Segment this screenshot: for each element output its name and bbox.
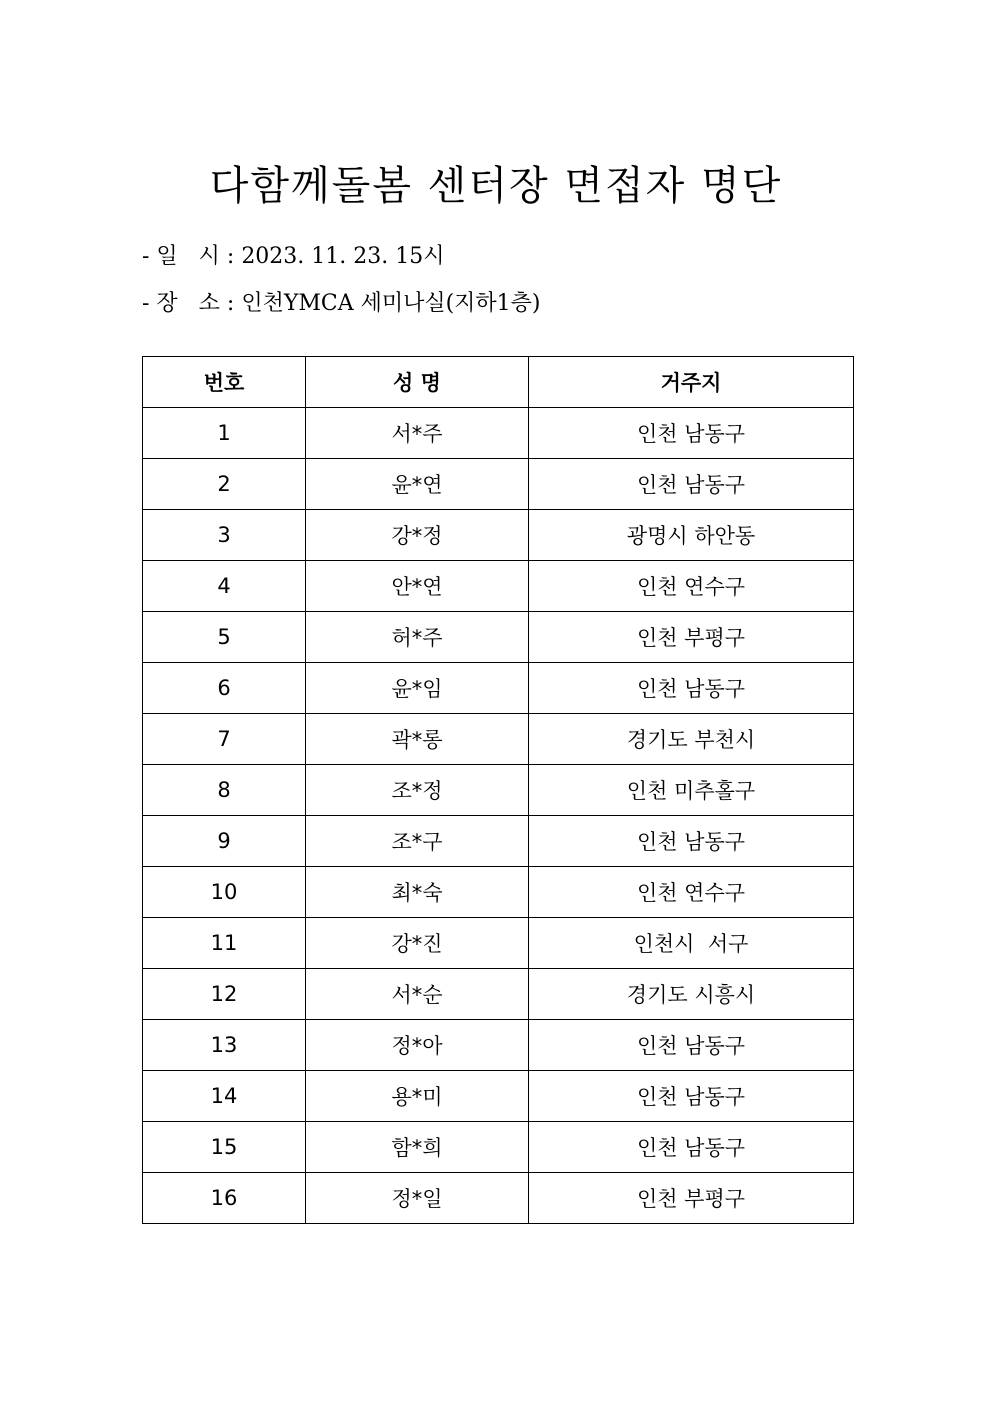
table-row — [143, 510, 854, 561]
cell-number: 2 — [143, 459, 306, 510]
table-row — [143, 969, 854, 1020]
document-title: 다함께돌봄 센터장 면접자 명단 — [209, 163, 783, 209]
header-number: 번호 — [143, 357, 306, 408]
cell-address: 인천 남동구 — [529, 459, 854, 510]
cell-number: 10 — [143, 867, 306, 918]
interviewee-table — [142, 356, 854, 1224]
cell-number: 8 — [143, 765, 306, 816]
table-header-row — [143, 357, 854, 408]
cell-address: 인천 남동구 — [529, 1020, 854, 1071]
cell-address: 인천 연수구 — [529, 561, 854, 612]
table-row — [143, 714, 854, 765]
info-place-line — [142, 289, 541, 319]
cell-address: 인천 남동구 — [529, 1122, 854, 1173]
header-name: 성 명 — [306, 357, 529, 408]
cell-name: 곽*롱 — [306, 714, 529, 765]
table-row — [143, 1122, 854, 1173]
cell-address: 인천 남동구 — [529, 663, 854, 714]
table-row — [143, 1020, 854, 1071]
table-row — [143, 663, 854, 714]
table-row — [143, 1173, 854, 1224]
cell-number: 12 — [143, 969, 306, 1020]
cell-address: 인천 남동구 — [529, 816, 854, 867]
cell-number: 9 — [143, 816, 306, 867]
cell-name: 서*주 — [306, 408, 529, 459]
info-place-value: 인천YMCA 세미나실(지하1층) — [241, 291, 541, 316]
cell-number: 14 — [143, 1071, 306, 1122]
cell-address: 인천 연수구 — [529, 867, 854, 918]
cell-number: 15 — [143, 1122, 306, 1173]
cell-address: 인천시 서구 — [529, 918, 854, 969]
table-row — [143, 408, 854, 459]
cell-name: 정*아 — [306, 1020, 529, 1071]
cell-address: 경기도 시흥시 — [529, 969, 854, 1020]
cell-name: 정*일 — [306, 1173, 529, 1224]
table-row — [143, 765, 854, 816]
cell-name: 조*구 — [306, 816, 529, 867]
cell-name: 안*연 — [306, 561, 529, 612]
cell-address: 광명시 하안동 — [529, 510, 854, 561]
table-body — [143, 408, 854, 1224]
cell-number: 13 — [143, 1020, 306, 1071]
cell-address: 인천 남동구 — [529, 408, 854, 459]
info-date-line — [142, 242, 445, 272]
cell-name: 최*숙 — [306, 867, 529, 918]
cell-name: 서*순 — [306, 969, 529, 1020]
table-row — [143, 816, 854, 867]
cell-number: 11 — [143, 918, 306, 969]
cell-name: 윤*임 — [306, 663, 529, 714]
info-date-value: 2023. 11. 23. 15시 — [241, 244, 445, 269]
cell-address: 인천 부평구 — [529, 612, 854, 663]
cell-name: 강*진 — [306, 918, 529, 969]
cell-name: 용*미 — [306, 1071, 529, 1122]
table-row — [143, 867, 854, 918]
cell-name: 강*정 — [306, 510, 529, 561]
header-address: 거주지 — [529, 357, 854, 408]
info-place-label: - 장 소 : — [142, 291, 242, 316]
cell-address: 인천 남동구 — [529, 1071, 854, 1122]
cell-number: 5 — [143, 612, 306, 663]
cell-number: 3 — [143, 510, 306, 561]
cell-address: 인천 미추홀구 — [529, 765, 854, 816]
cell-number: 16 — [143, 1173, 306, 1224]
cell-name: 함*희 — [306, 1122, 529, 1173]
table-row — [143, 459, 854, 510]
cell-number: 1 — [143, 408, 306, 459]
table-row — [143, 612, 854, 663]
cell-address: 경기도 부천시 — [529, 714, 854, 765]
cell-name: 조*정 — [306, 765, 529, 816]
table-row — [143, 561, 854, 612]
table-row — [143, 918, 854, 969]
cell-name: 윤*연 — [306, 459, 529, 510]
info-date-label: - 일 시 : — [142, 244, 242, 269]
cell-number: 7 — [143, 714, 306, 765]
table-row — [143, 1071, 854, 1122]
cell-name: 허*주 — [306, 612, 529, 663]
cell-number: 4 — [143, 561, 306, 612]
cell-address: 인천 부평구 — [529, 1173, 854, 1224]
cell-number: 6 — [143, 663, 306, 714]
